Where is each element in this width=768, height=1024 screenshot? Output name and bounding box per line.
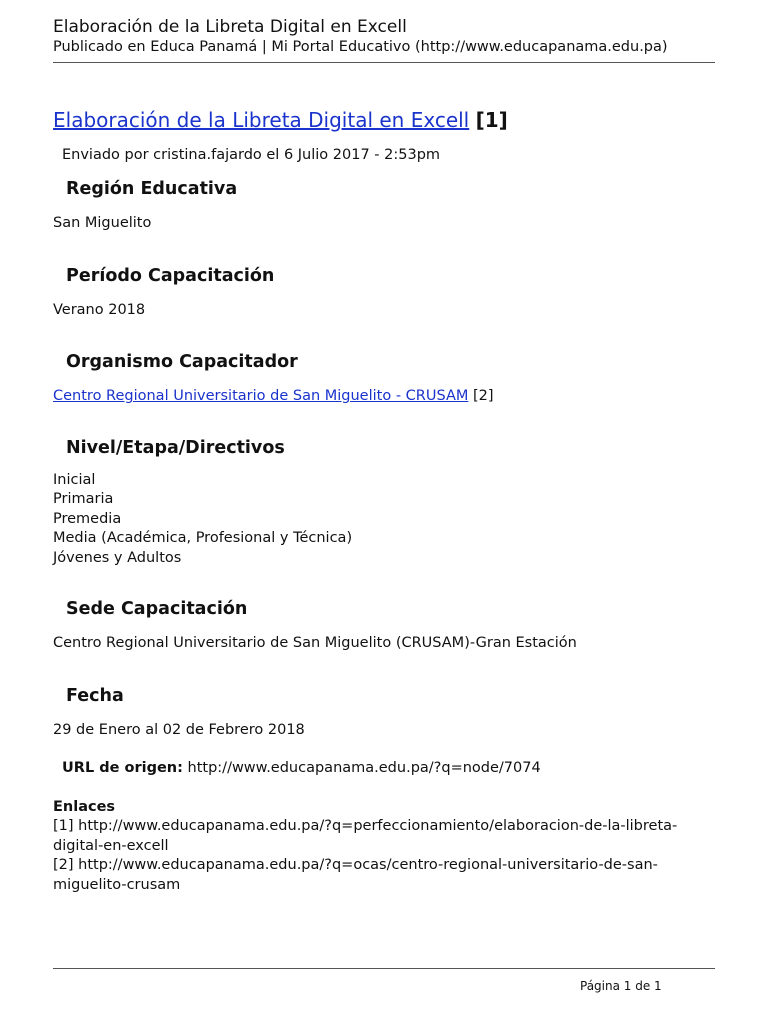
list-item: Media (Académica, Profesional y Técnica) — [53, 530, 353, 546]
field-fecha-label: Fecha — [66, 685, 124, 706]
field-periodo — [53, 265, 715, 321]
field-nivel — [53, 437, 715, 569]
organismo-ref: [2] — [473, 388, 494, 404]
field-region-value: San Miguelito — [53, 215, 152, 231]
node-title-ref: [1] — [475, 108, 508, 132]
list-item: Premedia — [53, 510, 122, 527]
field-region — [53, 178, 715, 234]
list-item: Jóvenes y Adultos — [53, 549, 182, 566]
list-item: Inicial — [53, 471, 96, 488]
field-organismo — [53, 351, 715, 407]
field-fecha-value: 29 de Enero al 02 de Febrero 2018 — [53, 721, 305, 738]
links-section — [53, 798, 715, 895]
page-number: Página 1 de 1 — [580, 979, 662, 993]
field-sede-label: Sede Capacitación — [66, 599, 248, 619]
print-page — [53, 16, 715, 895]
print-header — [53, 16, 715, 63]
field-nivel-list — [53, 471, 715, 569]
list-item: [1] http://www.educapanama.edu.pa/?q=perfeccionamiento/elaboracion-de-la-libreta-digital-en-excell — [53, 818, 678, 854]
source-url-value: http://www.educapanama.edu.pa/?q=node/7074 — [187, 760, 541, 776]
source-url-label: URL de origen: — [62, 760, 183, 776]
header-divider — [53, 62, 715, 63]
node-title-link[interactable]: Elaboración de la Libreta Digital en Excell — [53, 108, 470, 132]
field-periodo-label: Período Capacitación — [66, 265, 275, 286]
list-item: [2] http://www.educapanama.edu.pa/?q=ocas/centro-regional-universitario-de-san-miguelito-crusam — [53, 857, 658, 893]
list-item: Primaria — [53, 491, 114, 507]
field-sede-value: Centro Regional Universitario de San Miguelito (CRUSAM)-Gran Estación — [53, 635, 577, 651]
header-subtitle: Publicado en Educa Panamá | Mi Portal Educativo (http://www.educapanama.edu.pa) — [53, 39, 668, 55]
field-sede — [53, 598, 715, 654]
footer-divider — [53, 968, 715, 969]
field-nivel-label: Nivel/Etapa/Directivos — [66, 437, 285, 458]
field-fecha — [53, 685, 715, 741]
header-title: Elaboración de la Libreta Digital en Excell — [53, 17, 407, 37]
field-region-label: Región Educativa — [66, 179, 238, 199]
field-periodo-value: Verano 2018 — [53, 301, 146, 318]
source-url — [53, 759, 715, 778]
organismo-link[interactable]: Centro Regional Universitario de San Miguelito - CRUSAM — [53, 388, 469, 404]
links-heading: Enlaces — [53, 799, 116, 815]
submitted-info: Enviado por cristina.fajardo el 6 Julio 2017 - 2:53pm — [62, 147, 441, 163]
node-title — [53, 107, 715, 133]
field-organismo-value — [53, 387, 715, 407]
field-organismo-label: Organismo Capacitador — [66, 352, 298, 372]
